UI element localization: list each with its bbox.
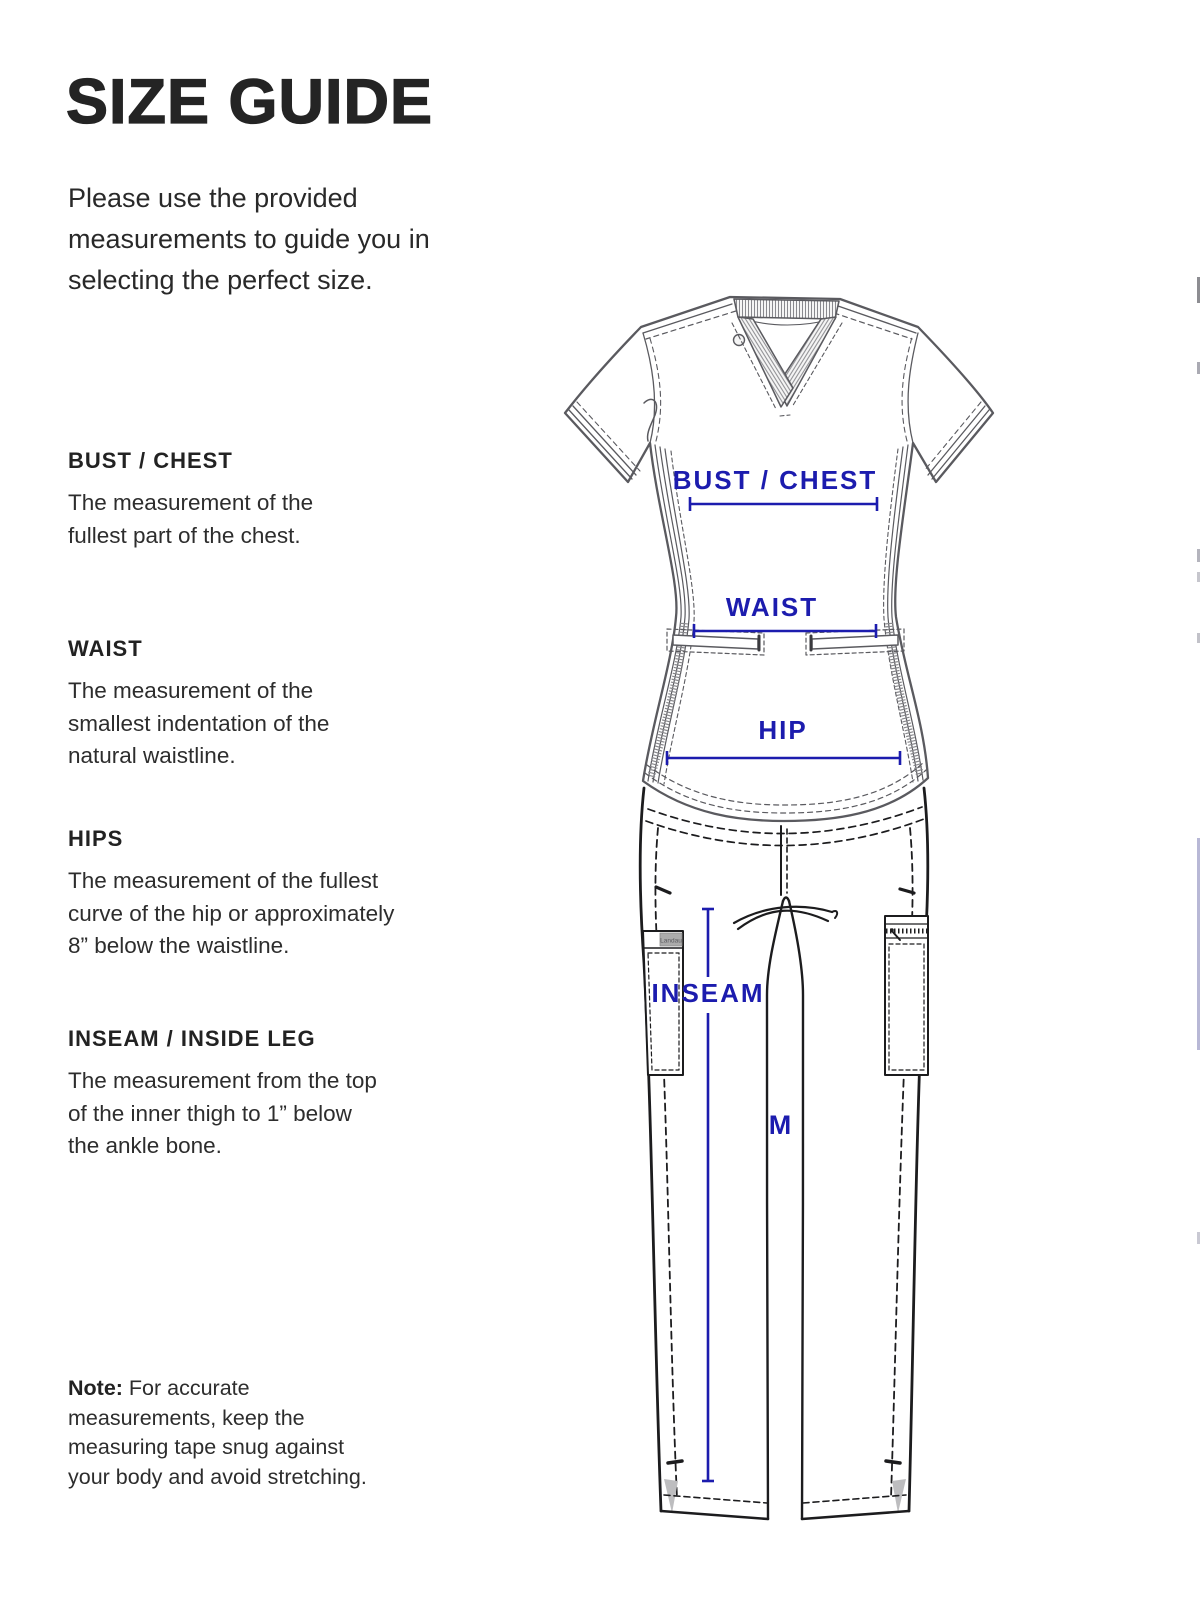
intro-line: measurements to guide you in bbox=[68, 224, 430, 254]
section-bust-chest bbox=[68, 448, 528, 552]
cargo-pocket-right bbox=[885, 916, 928, 1075]
waist-measurement-label: WAIST bbox=[725, 592, 819, 622]
section-text-line: The measurement from the top bbox=[68, 1068, 377, 1093]
section-text-line: The measurement of the bbox=[68, 490, 314, 515]
note-line: Note: For accurate bbox=[68, 1376, 250, 1400]
inseam-measurement-label: INSEAM bbox=[651, 978, 765, 1008]
section-text-line: curve of the hip or approximately bbox=[68, 900, 395, 926]
section-inseam bbox=[68, 1026, 528, 1163]
note-line: measurements, keep the bbox=[68, 1405, 305, 1430]
note-line: your body and avoid stretching. bbox=[68, 1464, 367, 1489]
scrub-pants-drawing bbox=[640, 788, 928, 1519]
section-text-line: natural waistline. bbox=[68, 743, 236, 768]
note-line: measuring tape snug against bbox=[68, 1435, 345, 1459]
size-chart-diagram bbox=[540, 283, 1010, 1533]
section-waist bbox=[68, 636, 528, 773]
bust-measurement-label: BUST / CHEST bbox=[672, 465, 878, 495]
section-heading: HIPS bbox=[68, 826, 124, 851]
intro-line: Please use the provided bbox=[68, 183, 358, 213]
size-letter-label: M bbox=[768, 1110, 792, 1140]
note-label: Note: bbox=[68, 1376, 123, 1400]
section-text-line: The measurement of the bbox=[68, 678, 314, 703]
section-text-line: 8” below the waistline. bbox=[68, 933, 290, 958]
brand-tag-text: Landau bbox=[660, 937, 682, 945]
section-heading: INSEAM / INSIDE LEG bbox=[68, 1026, 316, 1051]
intro-line: selecting the perfect size. bbox=[68, 265, 373, 295]
hip-measurement-label: HIP bbox=[758, 715, 808, 745]
intro-text bbox=[68, 178, 430, 301]
section-text-line: the ankle bone. bbox=[68, 1133, 222, 1158]
section-text-line: The measurement of the fullest bbox=[68, 868, 379, 893]
section-heading: WAIST bbox=[68, 636, 143, 661]
page-title: SIZE GUIDE bbox=[66, 67, 434, 137]
section-text-line: smallest indentation of the bbox=[68, 710, 330, 736]
section-text-line: fullest part of the chest. bbox=[68, 522, 301, 548]
section-text-line: of the inner thigh to 1” below bbox=[68, 1100, 352, 1126]
section-hips bbox=[68, 826, 528, 963]
section-heading: BUST / CHEST bbox=[68, 448, 233, 473]
note-text bbox=[68, 1374, 488, 1492]
